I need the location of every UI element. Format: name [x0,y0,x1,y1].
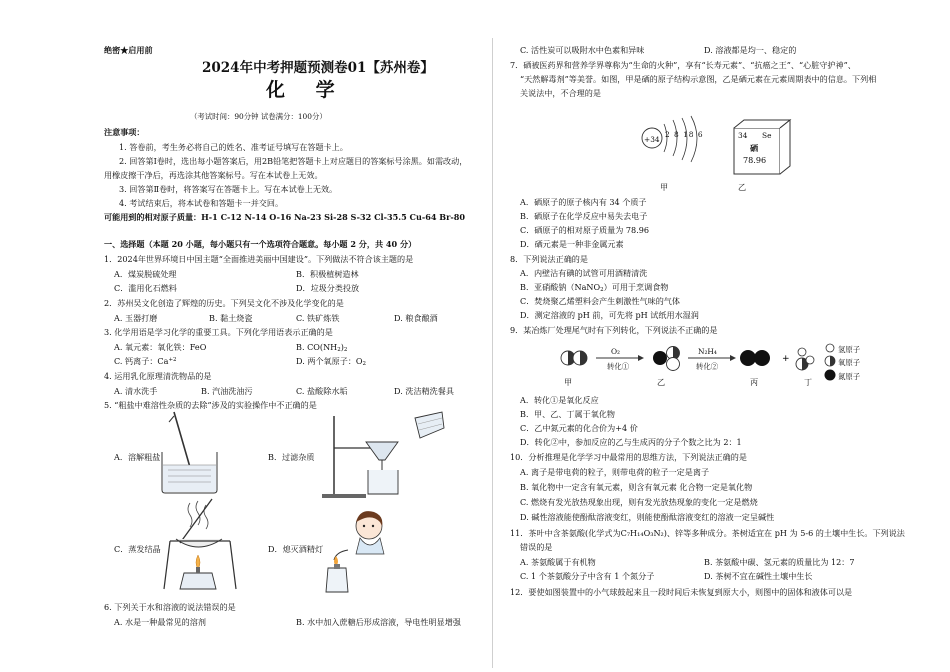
q7-option-a: A．硒原子的原子核内有 34 个质子 [520,197,647,207]
q12-stem: 12．要使如图装置中的小气球鼓起来且一段时间后未恢复到原大小，则图中的固体和液体可以是 [510,587,853,597]
q9-stem: 9．某冶炼厂处理尾气时有下列转化，下列说法不正确的是 [510,325,718,335]
legend-hydrogen: 氢原子 [838,345,861,354]
q9-label-ding: 丁 [804,377,813,387]
q1-option-a: A．煤炭脱硫处理 [114,269,177,279]
q6-option-c: C. 活性炭可以吸附水中色素和异味 [520,45,645,55]
q6-option-b: B. 水中加入蔗糖后形成溶液，导电性明显增强 [296,617,461,627]
q3-stem: 3. 化学用语是学习化学的重要工具。下列化学用语表示正确的是 [104,327,333,337]
q2-option-a: A. 玉器打磨 [114,313,158,323]
exam-info: （考试时间：90分钟 试卷满分：100分） [190,112,327,121]
q9-label-yi: 乙 [657,377,666,387]
q4-option-d: D. 洗洁精洗餐具 [394,386,454,396]
q8-option-b: B．亚硝酸钠（NaNO$_2$）可用于烹调食物 [520,282,669,293]
periodic-cell-box [732,118,794,178]
q9-conversion-2: 转化② [696,362,719,371]
q11-stem-line1: 11．茶叶中含茶氨酸(化学式为C₇H₁₄O₃N₂)、锌等多种成分。茶树适宜在 pH 为 5-6 的土壤中生长。下列说法 [510,528,905,538]
note-2-cont: 用橡皮擦干净后，再选涂其他答案标号。写在本试卷上无效。 [104,170,323,180]
periodic-cell-name: 硒 [750,143,759,153]
q9-label-jia: 甲 [564,377,573,387]
q11-option-c: C. 1 个茶氨酸分子中含有 1 个氮分子 [520,571,655,581]
q7-option-b: B．硒原子在化学反应中易失去电子 [520,211,648,221]
evaporation-apparatus-illustration [150,497,240,595]
q10-option-c: C. 燃烧有发光放热现象出现，则有发光放热现象的变化一定是燃烧 [520,497,758,507]
svg-text:+: + [782,354,790,364]
atom-shell-electrons: 2 8 18 6 [665,130,704,139]
section1-heading: 一、选择题（本题 20 小题，每小题只有一个选项符合题意。每小题 2 分，共 40 分） [104,239,417,249]
q9-option-c: C．乙中氮元素的化合价为+4 价 [520,423,638,433]
legend-oxygen: 氧原子 [838,358,861,367]
q4-stem: 4. 运用乳化原理清洗物品的是 [104,371,212,381]
q1-stem: 1．2024年世界环境日中国主题“全面推进美丽中国建设”。下列做法不符合该主题的是 [104,254,414,264]
q10-option-a: A. 离子是带电荷的粒子，则带电荷的粒子一定是离子 [520,467,710,477]
note-1: 1. 答卷前，考生务必将自己的姓名、准考证号填写在答题卡上。 [119,142,348,152]
q7-option-c: C．硒原子的相对原子质量为 78.96 [520,225,650,235]
extinguish-lamp-illustration [314,508,394,596]
q3-option-d: D. 两个氧原子：$O_2$ [296,356,367,367]
secret-label: 绝密★启用前 [104,45,153,55]
q9-option-d: D．转化②中，参加反应的乙与生成丙的分子个数之比为 2：1 [520,437,742,447]
q9-reactant-n2h4: N₂H₄ [698,347,717,356]
notes-heading: 注意事项： [104,127,145,137]
q9-option-b: B．甲、乙、丁属于氧化物 [520,409,615,419]
note-2: 2. 回答第Ⅰ卷时，选出每小题答案后，用2B铅笔把答题卡上对应题目的答案标号涂黑。如需改动， [119,156,468,166]
q11-option-d: D. 茶树不宜在碱性土壤中生长 [704,571,813,581]
q3-option-a: A. 氧元素：氧化铁：FeO [114,342,207,352]
q2-option-c: C. 铁矿炼铁 [296,313,340,323]
dissolve-apparatus-illustration [156,410,226,495]
q7-stem-line1: 7．硒被医药界和营养学界尊称为“生命的火种”，享有“长寿元素”、“抗癌之王”、“心脏守护神”、 [510,60,856,70]
q10-option-d: D. 碱性溶液能使酚酞溶液变红，则能使酚酞溶液变红的溶液一定呈碱性 [520,512,775,522]
q7-stem-line2: “天然解毒剂”等美誉。如图，甲是硒的原子结构示意图，乙是硒元素在元素周期表中的信息。下列相 [520,74,877,84]
q4-option-c: C. 盐酸除水垢 [296,386,348,396]
q10-stem: 10．分析推理是化学学习中最常用的思维方法，下列说法正确的是 [510,452,747,462]
q5-option-c: C．蒸发结晶 [114,544,161,554]
q10-option-b: B. 氧化物中一定含有氧元素，则含有氧元素 化合物一定是氧化物 [520,482,753,492]
legend-nitrogen: 氮原子 [838,372,861,381]
q5-option-a: A．溶解粗盐 [114,452,161,462]
subject-title: 化 学 [266,79,347,101]
q1-option-d: D．垃圾分类投放 [296,283,360,293]
q9-label-bing: 丙 [750,377,759,387]
q8-option-a: A．内壁沾有碘的试管可用酒精清洗 [520,268,648,278]
q4-option-b: B. 汽油洗油污 [201,386,253,396]
q6-option-a: A. 水是一种最常见的溶剂 [114,617,206,627]
q1-option-b: B．积极植树造林 [296,269,359,279]
q9-option-a: A．转化①是氧化反应 [520,395,599,405]
q7-label-yi: 乙 [738,182,747,192]
q2-stem: 2．苏州吴文化创造了辉煌的历史。下列吴文化不涉及化学变化的是 [104,298,344,308]
q3-option-c: C. 钙离子：$Ca^{+2}$ [114,356,177,366]
note-3: 3. 回答第Ⅱ卷时，将答案写在答题卡上。写在本试卷上无效。 [119,184,338,194]
q11-option-a: A. 茶氨酸属于有机物 [520,557,596,567]
q7-stem-line3: 关说法中，不合理的是 [520,88,601,98]
q5-option-b: B．过滤杂质 [268,452,315,462]
q7-label-jia: 甲 [660,182,669,192]
q11-stem-line2: 错误的是 [520,542,553,552]
exam-title: 2024年中考押题预测卷01【苏州卷】 [202,60,434,76]
q8-option-c: C．焚烧聚乙烯塑料会产生刺激性气味的气体 [520,296,680,306]
periodic-cell-symbol: Se [762,131,772,140]
q7-option-d: D．硒元素是一种非金属元素 [520,239,624,249]
atomic-masses: 可能用到的相对原子质量：H-1 C-12 N-14 O-16 Na-23 Si-28 S-32 Cl-35.5 Cu-64 Br-80 [104,212,466,222]
q6-stem: 6. 下列关于水和溶液的说法错误的是 [104,602,236,612]
q9-conversion-1: 转化① [607,362,630,371]
q5-option-d: D．熄灭酒精灯 [268,544,324,554]
q3-option-b: B. $CO(NH_2)_2$ [296,342,348,353]
periodic-cell-mass: 78.96 [743,155,767,165]
q4-option-a: A. 清水洗手 [114,386,158,396]
q8-stem: 8．下列说法正确的是 [510,254,588,264]
column-divider [492,38,493,668]
q1-option-c: C．滥用化石燃料 [114,283,177,293]
note-4: 4. 考试结束后，将本试卷和答题卡一并交回。 [119,198,284,208]
q2-option-d: D. 粮食酿酒 [394,313,438,323]
q8-option-d: D．测定溶液的 pH 前，可先将 pH 试纸用水湿润 [520,310,699,320]
q9-reactant-o2: O₂ [611,347,621,356]
q11-option-b: B. 茶氨酸中碳、氢元素的质量比为 12：7 [704,557,855,567]
filtration-apparatus-illustration [320,412,460,500]
atom-nucleus-charge: +34 [644,135,660,144]
q6-option-d: D. 溶液都是均一、稳定的 [704,45,797,55]
q5-stem: 5. “粗盐中难溶性杂质的去除”涉及的实验操作中不正确的是 [104,400,317,410]
periodic-cell-number: 34 [738,131,748,140]
q2-option-b: B. 黏土烧瓷 [209,313,253,323]
